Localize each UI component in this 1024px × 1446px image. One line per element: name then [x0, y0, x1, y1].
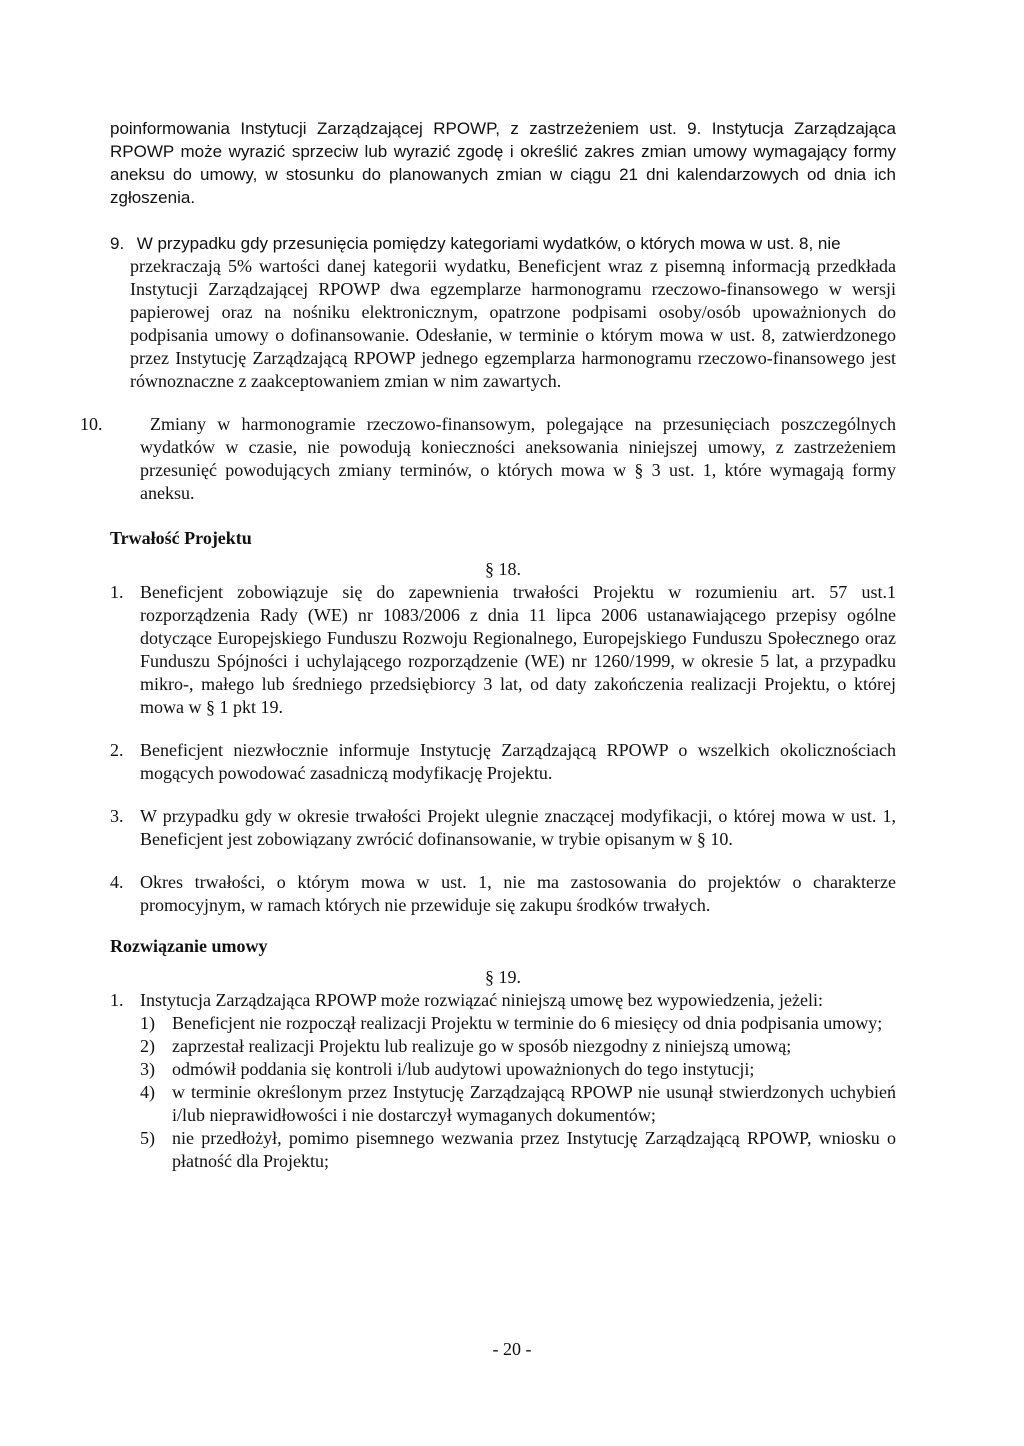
section-18-item-number: 2.	[110, 740, 124, 760]
section-18-item-number: 4.	[110, 872, 124, 892]
section-18-item-number: 3.	[110, 806, 124, 826]
section-19-subitem-number: 2)	[140, 1036, 155, 1056]
section-18-item-number: 1.	[110, 582, 124, 602]
section-19-subitem-number: 1)	[140, 1013, 155, 1033]
section-19-subitem-text: w terminie określonym przez Instytucję Zarządzającą RPOWP nie usunął stwierdzonych uchybień i/lub nieprawidłowości i nie dostarczył wymaganych dokumentów;	[172, 1082, 896, 1125]
section-19-subitem	[140, 1035, 896, 1058]
section-18-item-text: Beneficjent niezwłocznie informuje Instytucję Zarządzającą RPOWP o wszelkich okolicznościach mogących powodować zasadniczą modyfikację Projektu.	[140, 740, 896, 783]
item-9-text	[110, 232, 896, 255]
item-10-text: Zmiany w harmonogramie rzeczowo-finansowym, polegające na przesunięciach poszczególnych wydatków w czasie, nie powodują konieczności aneksowania niniejszej umowy, z zastrzeżeniem przesunięć powodujących zmiany terminów, o których mowa w § 3 ust. 1, które wymagają formy aneksu.	[140, 414, 896, 503]
intro-paragraph: poinformowania Instytucji Zarządzającej RPOWP, z zastrzeżeniem ust. 9. Instytucja Zarządzająca RPOWP może wyrazić sprzeciw lub wyrazić zgodę i określić zakres zmian umowy wymagający formy aneksu do umowy, w stosunku do planowanych zmian w ciągu 21 dni kalendarzowych od dnia ich zgłoszenia.	[110, 119, 896, 207]
section-18-item	[110, 805, 896, 851]
section-18-item	[110, 739, 896, 785]
section-19-subitem	[140, 1081, 896, 1127]
section-19-sublist	[110, 1012, 896, 1173]
section-18-item-text: Okres trwałości, o którym mowa w ust. 1, nie ma zastosowania do projektów o charakterze promocyjnym, w ramach których nie przewiduje się zakupu środków trwałych.	[140, 872, 896, 915]
item-9-continuation: przekraczają 5% wartości danej kategorii wydatku, Beneficjent wraz z pisemną informacją przedkłada Instytucji Zarządzającej RPOWP dwa egzemplarze harmonogramu rzeczowo-finansowego w wersji papierowej oraz na nośniku elektronicznym, opatrzone podpisami osoby/osób upoważnionych do podpisania umowy o dofinansowanie. Odesłanie, w terminie o którym mowa w ust. 8, zatwierdzonego przez Instytucję Zarządzającą RPOWP jednego egzemplarza harmonogramu rzeczowo-finansowego jest równoznaczne z zaakceptowaniem zmian w nim zawartych.	[130, 256, 896, 391]
section-19-subitem-number: 3)	[140, 1059, 155, 1079]
section-19-subitem-text: odmówił poddania się kontroli i/lub audytowi upoważnionych do tego instytucji;	[172, 1059, 755, 1079]
section-18-item-text: W przypadku gdy w okresie trwałości Projekt ulegnie znaczącej modyfikacji, o której mowa w ust. 1, Beneficjent jest zobowiązany zwrócić dofinansowanie, w trybie opisanym w § 10.	[140, 806, 896, 849]
document-page	[80, 117, 896, 1173]
section-18-item-text: Beneficjent zobowiązuje się do zapewnienia trwałości Projektu w rozumieniu art. 57 ust.1 rozporządzenia Rady (WE) nr 1083/2006 z dnia 11 lipca 2006 ustanawiającego przepisy ogólne dotyczące Europejskiego Funduszu Rozwoju Regionalnego, Europejskiego Funduszu Społecznego oraz Funduszu Spójności i uchylającego rozporządzenie (WE) nr 1260/1999, w okresie 5 lat, a przypadku mikro-, małego lub średniego przedsiębiorcy 3 lat, od daty zakończenia realizacji Projektu, o której mowa w § 1 pkt 19.	[140, 582, 896, 717]
item-9-number: 9.	[110, 234, 125, 253]
section-19-subitem	[140, 1058, 896, 1081]
section-19-item-1-text: Instytucja Zarządzająca RPOWP może rozwiązać niniejszą umowę bez wypowiedzenia, jeżeli:	[140, 990, 824, 1010]
item-10-number: 10.	[80, 414, 103, 434]
section-18-heading: Trwałość Projektu	[110, 528, 252, 548]
section-19-subitem-number: 4)	[140, 1082, 155, 1102]
section-19-item-1	[110, 989, 896, 1012]
section-19-subitem-number: 5)	[140, 1128, 155, 1148]
section-18-item	[110, 581, 896, 719]
section-18-list	[110, 581, 896, 917]
section-18-paragraph-mark: § 18.	[485, 559, 521, 579]
section-19-item-1-number: 1.	[110, 990, 124, 1010]
section-19-heading: Rozwiązanie umowy	[110, 936, 268, 956]
list-item-10	[80, 413, 896, 505]
section-19-subitem-text: nie przedłożył, pomimo pisemnego wezwania przez Instytucję Zarządzającą RPOWP, wniosku o płatność dla Projektu;	[172, 1128, 896, 1171]
section-19-subitem-text: zaprzestał realizacji Projektu lub realizuje go w sposób niezgodny z niniejszą umową;	[172, 1036, 792, 1056]
list-item-9	[110, 232, 896, 393]
section-19-paragraph-mark: § 19.	[485, 967, 521, 987]
item-9-sans-text: W przypadku gdy przesunięcia pomiędzy kategoriami wydatków, o których mowa w ust. 8, nie	[136, 234, 841, 253]
section-19-subitem	[140, 1012, 896, 1035]
section-18-item	[110, 871, 896, 917]
section-19-subitem	[140, 1127, 896, 1173]
page-number: - 20 -	[492, 1339, 532, 1359]
section-19-subitem-text: Beneficjent nie rozpoczął realizacji Projektu w terminie do 6 miesięcy od dnia podpisania umowy;	[172, 1013, 883, 1033]
